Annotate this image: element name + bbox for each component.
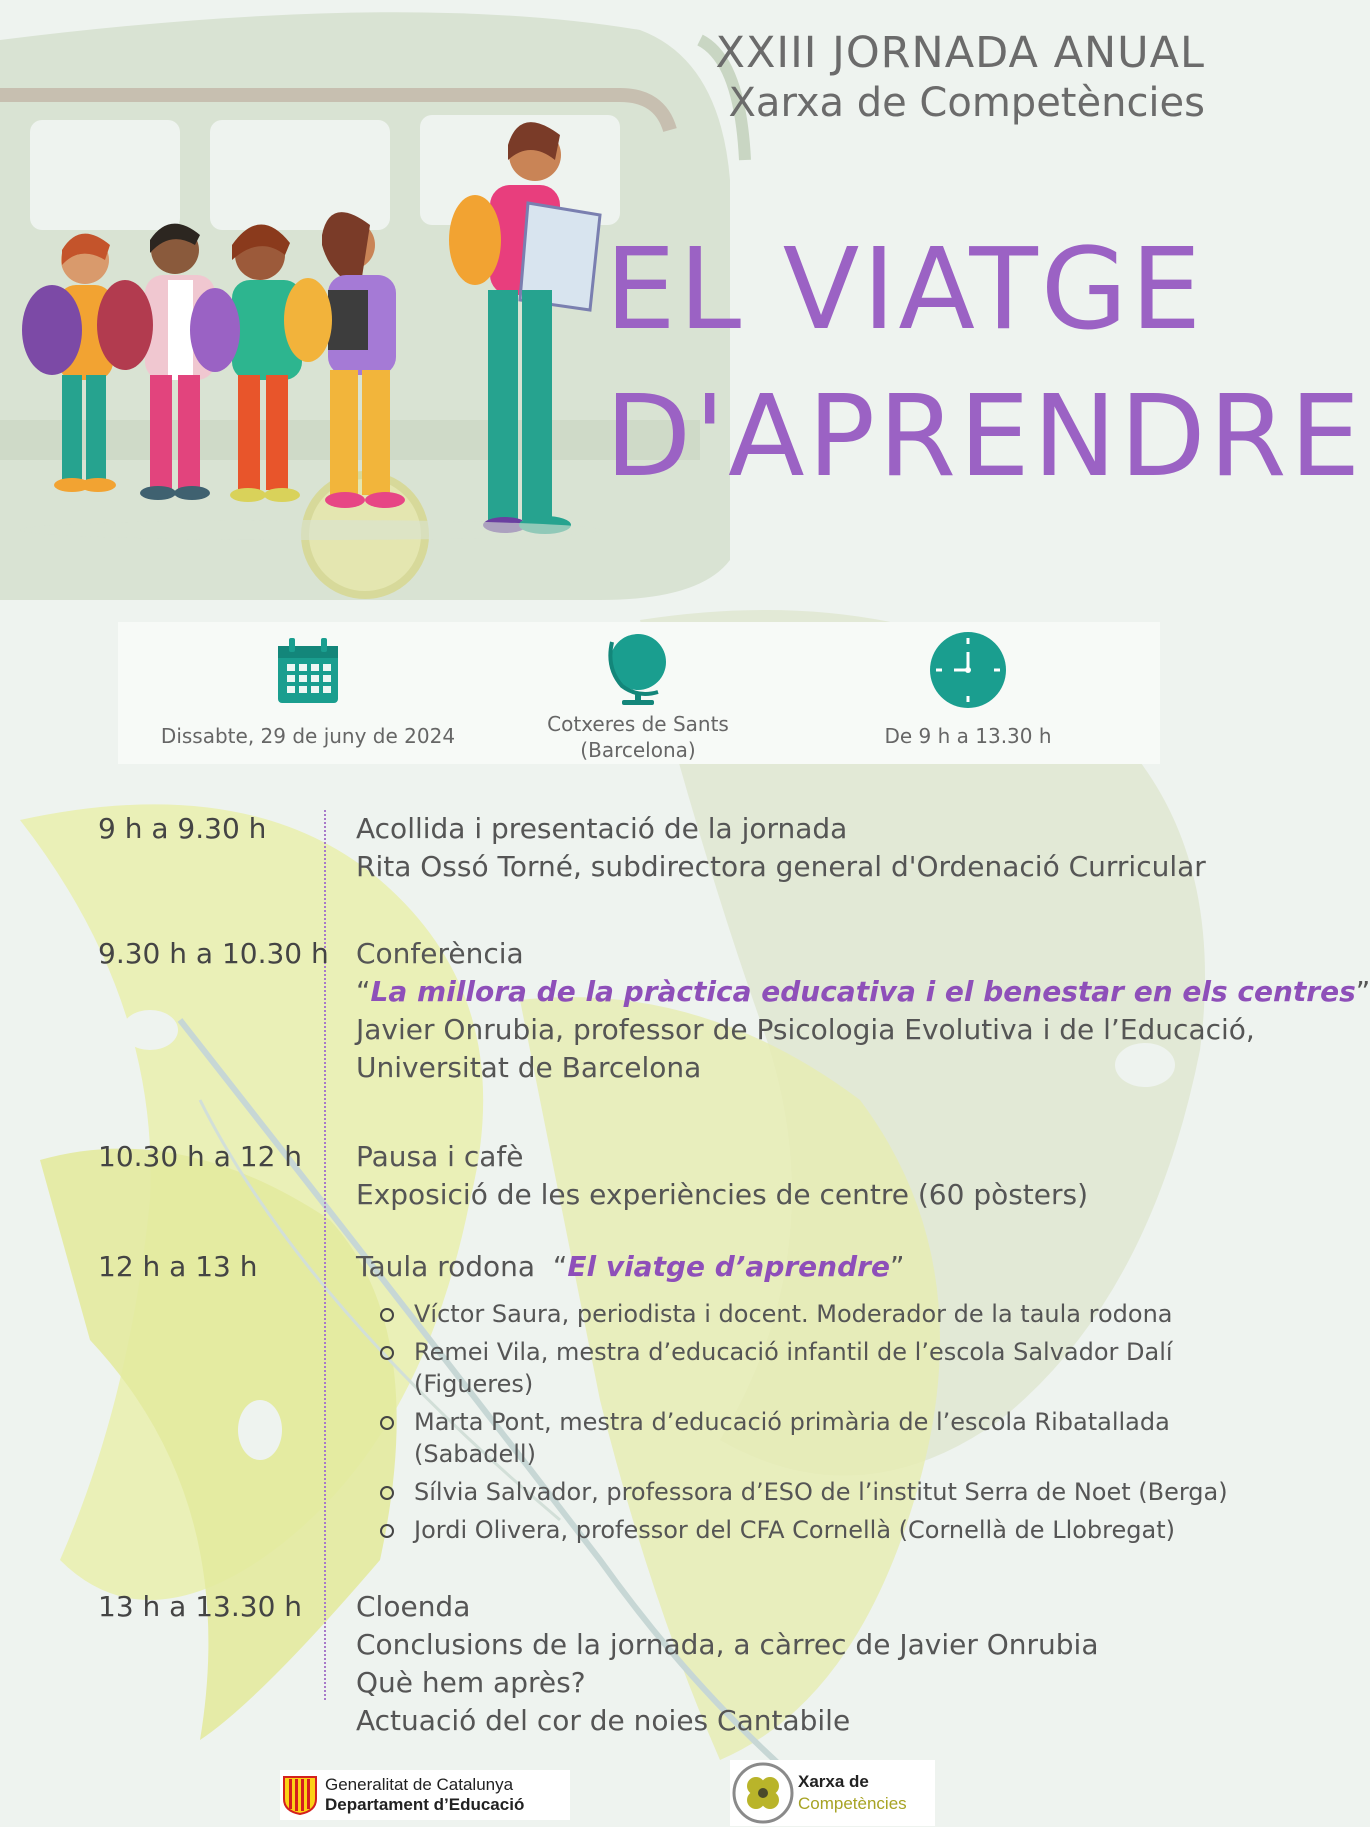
schedule-1-line-1: Acollida i presentació de la jornada [356, 812, 848, 845]
conference-title: La millora de la pràctica educativa i el benestar en els centres [370, 975, 1356, 1008]
xarxa-emblem-icon [732, 1762, 794, 1824]
date-info [158, 622, 458, 764]
schedule-time-5: 13 h a 13.30 h [98, 1590, 303, 1623]
place-line1: Cotxeres de Sants [547, 712, 729, 736]
panelist-item: Marta Pont, mestra d’educació primària de l’escola Ribatallada (Sabadell) [380, 1406, 1194, 1470]
schedule-time-4: 12 h a 13 h [98, 1250, 258, 1283]
schedule-time-1: 9 h a 9.30 h [98, 812, 267, 845]
schedule-2-line-1: Javier Onrubia, professor de Psicologia Evolutiva i de l’Educació, [356, 1013, 1255, 1046]
panelist-item: Remei Vila, mestra d’educació infantil de l’escola Salvador Dalí (Figueres) [380, 1336, 1194, 1400]
round-table-title: El viatge d’aprendre [567, 1250, 890, 1283]
xarxa-line2: Competències [798, 1794, 907, 1813]
schedule-5-line-3: Què hem après? [356, 1666, 586, 1699]
time-text: De 9 h a 13.30 h [884, 724, 1052, 748]
generalitat-logo [280, 1770, 570, 1820]
schedule-1-line-2: Rita Ossó Torné, subdirectora general d'Ordenació Curricular [356, 850, 1206, 883]
schedule-4-heading-line: Taula rodona “El viatge d’aprendre” [356, 1250, 905, 1283]
clock-icon [928, 630, 1008, 710]
schedule-5-line-1: Cloenda [356, 1590, 471, 1623]
children-illustration [10, 125, 610, 605]
place-line2: (Barcelona) [580, 738, 696, 762]
schedule-4-heading: Taula rodona [356, 1250, 536, 1283]
schedule-5-line-4: Actuació del cor de noies Cantabile [356, 1704, 851, 1737]
panelist-list [380, 1298, 1230, 1546]
schedule-5-line-2: Conclusions de la jornada, a càrrec de Javier Onrubia [356, 1628, 1099, 1661]
time-info [838, 622, 1098, 764]
xarxa-logo [730, 1760, 935, 1826]
panelist-item: Víctor Saura, periodista i docent. Moderador de la taula rodona [380, 1298, 1230, 1330]
schedule-2-quote: “La millora de la pràctica educativa i el benestar en els centres” [356, 975, 1370, 1008]
generalitat-name: Generalitat de Catalunya [325, 1775, 514, 1794]
department-name: Departament d’Educació [325, 1795, 525, 1814]
event-edition-title: XXIII JORNADA ANUAL [715, 28, 1205, 78]
main-title-line1: EL VIATGE [605, 225, 1205, 355]
schedule-3-line-2: Exposició de les experiències de centre (60 pòsters) [356, 1178, 1089, 1211]
event-info-strip [118, 622, 1160, 764]
main-title-line2: D'APRENDRE [605, 372, 1364, 502]
calendar-icon [275, 636, 341, 706]
schedule-3-line-1: Pausa i cafè [356, 1140, 524, 1173]
network-name: Xarxa de Competències [728, 80, 1205, 126]
schedule-time-3: 10.30 h a 12 h [98, 1140, 303, 1173]
panelist-item: Jordi Olivera, professor del CFA Cornellà (Cornellà de Llobregat) [380, 1514, 1230, 1546]
generalitat-emblem-icon [282, 1775, 318, 1815]
date-text: Dissabte, 29 de juny de 2024 [160, 724, 456, 748]
xarxa-line1: Xarxa de [798, 1772, 869, 1791]
panelist-item: Sílvia Salvador, professora d’ESO de l’institut Serra de Noet (Berga) [380, 1476, 1230, 1508]
globe-icon [602, 628, 674, 708]
place-info [518, 622, 758, 764]
schedule-time-2: 9.30 h a 10.30 h [98, 937, 329, 970]
schedule-2-line-2: Universitat de Barcelona [356, 1051, 702, 1084]
schedule-2-heading: Conferència [356, 937, 524, 970]
